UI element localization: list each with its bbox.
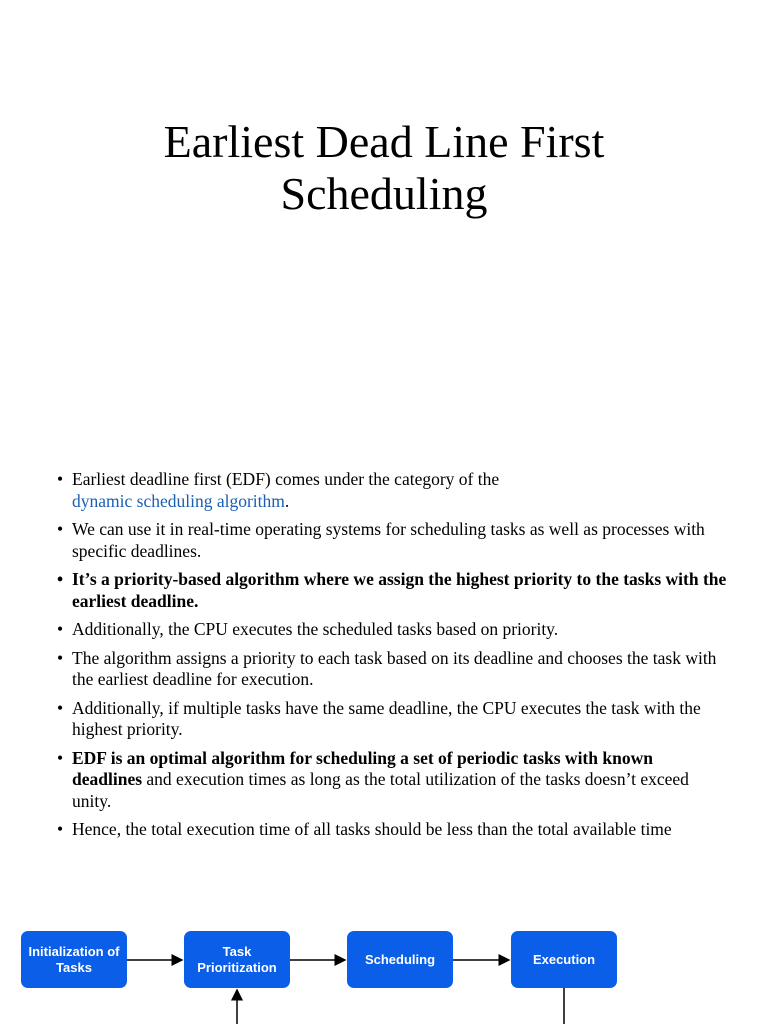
bullet-text: We can use it in real-time operating systems for scheduling tasks as well as processes with specific deadlines. xyxy=(72,519,705,561)
bullet-list xyxy=(57,469,727,848)
bullet-item xyxy=(57,569,727,612)
bullet-item xyxy=(57,748,727,813)
bullet-text: Earliest deadline first (EDF) comes under the category of the xyxy=(72,469,500,489)
bullet-text: . xyxy=(284,490,290,511)
bullet-text: The algorithm assigns a priority to each task based on its deadline and chooses the task with the earliest deadline for execution. xyxy=(72,647,717,689)
flow-box-prioritization: Task Prioritization xyxy=(184,931,290,988)
bullet-text: Additionally, if multiple tasks have the same deadline, the CPU executes the task with the highest priority. xyxy=(72,697,701,739)
bullet-text-bold: EDF is an optimal algorithm for scheduling a set of periodic tasks with known deadlines xyxy=(72,747,653,789)
title-line-2: Scheduling xyxy=(280,168,488,219)
bullet-text: It’s a priority-based algorithm where we assign the highest priority to the tasks with the earliest deadline. xyxy=(72,569,727,611)
title-line-1: Earliest Dead Line First xyxy=(163,116,605,167)
dynamic-scheduling-link[interactable]: dynamic scheduling algorithm xyxy=(72,490,285,511)
bullet-item xyxy=(57,469,727,512)
bullet-item xyxy=(57,819,727,841)
flowchart xyxy=(0,900,768,1024)
bullet-text: Hence, the total execution time of all tasks should be less than the total available time xyxy=(72,819,672,839)
page-title xyxy=(0,116,768,220)
flow-box-scheduling: Scheduling xyxy=(347,931,453,988)
bullet-item xyxy=(57,519,727,562)
bullet-text: and execution times as long as the total utilization of the tasks doesn’t exceed unity. xyxy=(72,769,689,811)
flow-box-execution: Execution xyxy=(511,931,617,988)
flow-box-initialization: Initialization of Tasks xyxy=(21,931,127,988)
bullet-item xyxy=(57,648,727,691)
bullet-text: Additionally, the CPU executes the scheduled tasks based on priority. xyxy=(72,619,559,639)
bullet-item xyxy=(57,619,727,641)
bullet-item xyxy=(57,698,727,741)
